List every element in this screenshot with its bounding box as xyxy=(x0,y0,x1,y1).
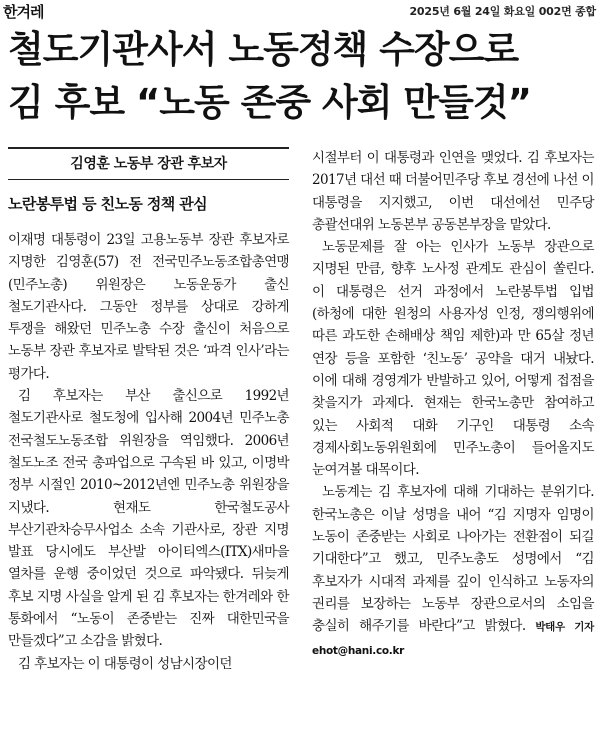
masthead xyxy=(0,0,600,22)
byline-box: 김영훈 노동부 장관 후보자 xyxy=(8,147,289,180)
body-paragraph: 김 후보자는 부산 출신으로 1992년 철도기관사로 철도청에 입사해 2004년 민주노총 전국철도노동조합 위원장을 역임했다. 2006년 철도노조 전국 총파업으로 구속된 바 있고, 이명박 정부 시절인 2010~2012년엔 민주노총 위원장을 지냈다. 현재도 한국철도공사 부산기관차승무사업소 소속 기관사로, 장관 지명 발표 당시에도 부산발 아이티엑스(ITX)새마을 열차를 운행 중이었던 것으로 파악됐다. 뒤늦게 후보 지명 사실을 알게 된 김 후보자는 한겨레와 한 통화에서 “노동이 존중받는 진짜 대한민국을 만들겠다”고 소감을 밝혔다. xyxy=(8,388,289,650)
subhead: 노란봉투법 등 친노동 정책 관심 xyxy=(8,195,208,213)
dateline: 2025년 6월 24일 화요일 002면 종합 xyxy=(409,5,596,18)
newspaper-logo: 한겨레 xyxy=(3,3,44,21)
headline-line-1: 철도기관사서 노동정책 수장으로 xyxy=(8,28,519,71)
article-column-left xyxy=(8,147,289,675)
body-paragraph xyxy=(312,481,594,661)
body-paragraph: 김 후보자는 이 대통령이 성남시장이던 xyxy=(18,655,232,672)
body-paragraph: 이재명 대통령이 23일 고용노동부 장관 후보자로 지명한 김영훈(57) 전 전국민주노동조합총연맹(민주노총) 위원장은 노동운동가 출신 철도기관사다. 그동안 정부를 상대로 강하게 투쟁을 해왔던 민주노총 수장 출신이 처음으로 노동부 장관 후보자로 발탁된 것은 ‘파격 인사’라는 평가다. xyxy=(8,232,289,382)
article-column-right xyxy=(312,147,594,662)
body-paragraph: 시절부터 이 대통령과 인연을 맺었다. 김 후보자는 2017년 대선 때 더불어민주당 후보 경선에 나선 이 대통령을 지지했고, 이번 대선에선 민주당 총괄선대위 노동본부 공동본부장을 맡았다. xyxy=(312,150,594,233)
body-paragraph: 노동문제를 잘 아는 인사가 노동부 장관으로 지명된 만큼, 향후 노사정 관계도 관심이 쏠린다. 이 대통령은 선거 과정에서 노란봉투법 입법(하청에 대한 원청의 사용자성 인정, 쟁의행위에 따른 과도한 손해배상 책임 제한)과 만 65살 정년 연장 등을 포함한 ‘친노동’ 공약을 대거 내놨다. 이에 대해 경영계가 반발하고 있어, 어떻게 접점을 찾을지가 과제다. 현재는 한국노총만 참여하고 있는 사회적 대화 기구인 대통령 소속 경제사회노동위원회에 민주노총이 들어올지도 눈여겨볼 대목이다. xyxy=(312,239,594,479)
body-paragraph-text: 노동계는 김 후보자에 대해 기대하는 분위기다. 한국노총은 이날 성명을 내어 “김 지명자 임명이 노동이 존중받는 사회로 나아가는 전환점이 되길 기대한다”고 했고, 민주노총도 성명에서 “김 후보자가 시대적 과제를 깊이 인식하고 노동자의 권리를 보장하는 노동부 장관으로서의 소임을 충실히 해주기를 바란다”고 밝혔다. xyxy=(312,484,594,635)
reporter-credit: 박태우 기자 ehot@hani.co.kr xyxy=(312,621,594,657)
headline-line-2: 김 후보 “노동 존중 사회 만들것” xyxy=(8,81,531,124)
